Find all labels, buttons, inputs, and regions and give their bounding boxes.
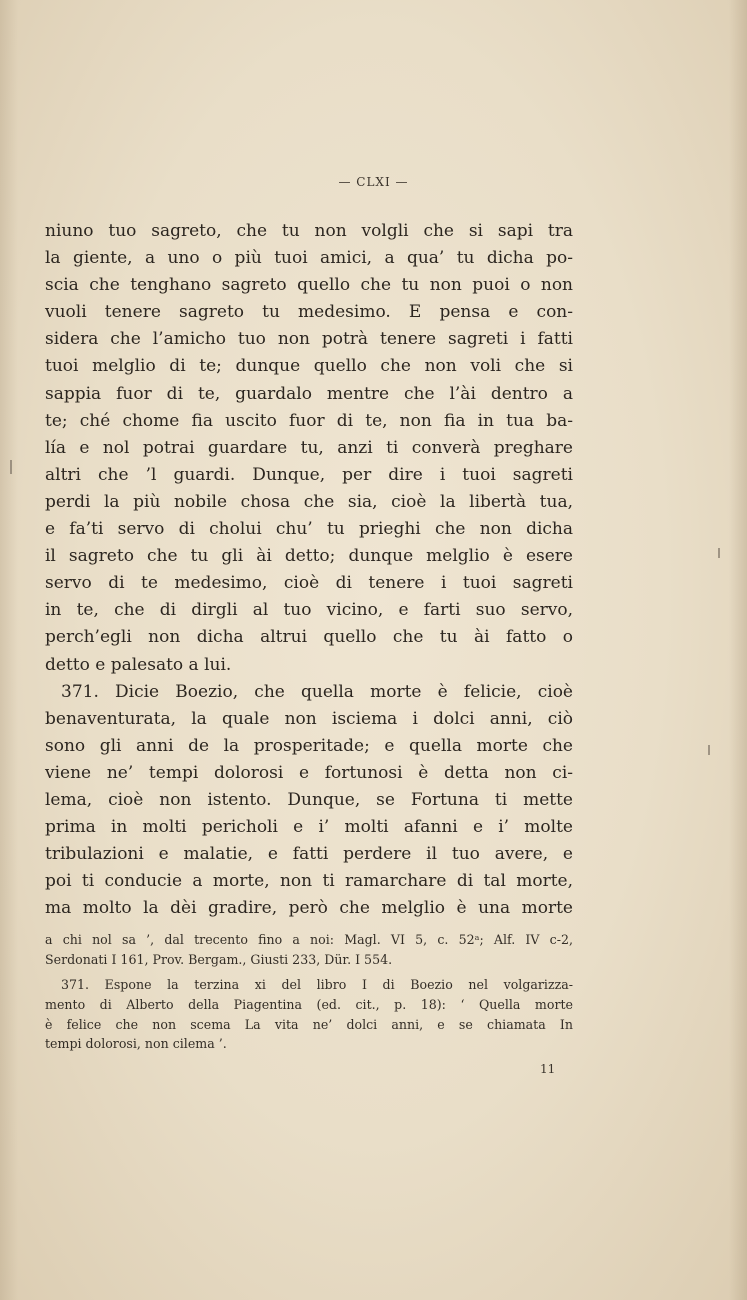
footnote-line: Serdonati I 161, Prov. Bergam., Giusti 233, Dür. I 554.: [45, 951, 393, 967]
text-line: viene ne’ tempi dolorosi e fortunosi è detta non ci-: [45, 762, 573, 783]
footnote-line: 371. Espone la terzina xi del libro I di Boezio nel volgarizza-: [61, 977, 573, 993]
text-line: il sagreto che tu gli ài detto; dunque melglio è esere: [45, 546, 573, 567]
left-edge-shadow: [0, 0, 18, 1300]
margin-mark: [708, 745, 710, 755]
text-line: benaventurata, la quale non isciema i dolci anni, ciò: [45, 708, 573, 729]
footnote-line: mento di Alberto della Piagentina (ed. cit., p. 18): ‘ Quella morte: [45, 997, 573, 1013]
text-line: ma molto la dèi gradire, però che melglio è una morte: [45, 898, 573, 919]
text-line: perch’egli non dicha altrui quello che tu ài fatto o: [45, 627, 573, 648]
footnote-line: a chi nol sa ’, dal trecento fino a noi: Magl. VI 5, c. 52ᵃ; Alf. IV c-2,: [45, 932, 573, 947]
text-line: la giente, a uno o più tuoi amici, a qua’ tu dicha po-: [45, 248, 573, 269]
text-line: 371. Dicie Boezio, che quella morte è felicie, cioè: [61, 681, 573, 702]
text-line: tribulazioni e malatie, e fatti perdere il tuo avere, e: [45, 844, 573, 865]
right-edge-shadow: [729, 0, 747, 1300]
margin-mark: [10, 460, 12, 474]
text-line: te; ché chome fia uscito fuor di te, non fia in tua ba-: [45, 410, 573, 431]
text-line: detto e palesato a lui.: [45, 654, 232, 675]
text-line: poi ti conducie a morte, non ti ramarchare di tal morte,: [45, 871, 573, 892]
text-line: lema, cioè non istento. Dunque, se Fortuna ti mette: [45, 789, 573, 810]
text-line: in te, che di dirgli al tuo vicino, e farti suo servo,: [45, 600, 573, 621]
text-line: perdi la più nobile chosa che sia, cioè la libertà tua,: [45, 491, 573, 512]
text-line: sappia fuor di te, guardalo mentre che l’ài dentro a: [45, 383, 573, 404]
text-line: e fa’ti servo di cholui chu’ tu prieghi che non dicha: [45, 519, 573, 540]
text-line: sono gli anni de la prosperitade; e quella morte che: [45, 735, 573, 756]
footnotes: [45, 930, 573, 1054]
running-head: — CLXI —: [338, 175, 409, 189]
text-line: servo di te medesimo, cioè di tenere i tuoi sagreti: [45, 573, 573, 594]
page-number: 11: [540, 1062, 556, 1076]
margin-mark: [718, 548, 720, 558]
text-line: sidera che l’amicho tuo non potrà tenere sagreti i fatti: [45, 329, 573, 350]
text-line: vuoli tenere sagreto tu medesimo. E pensa e con-: [45, 302, 573, 323]
text-line: niuno tuo sagreto, che tu non volgli che si sapi tra: [45, 221, 573, 241]
footnote-line: tempi dolorosi, non cilema ’.: [45, 1036, 227, 1052]
text-line: prima in molti pericholi e i’ molti afanni e i’ molte: [45, 817, 573, 838]
text-line: tuoi melglio di te; dunque quello che non voli che si: [45, 356, 573, 377]
text-line: lía e nol potrai guardare tu, anzi ti converà preghare: [45, 437, 573, 458]
main-text: [45, 218, 573, 922]
text-line: altri che ’l guardi. Dunque, per dire i tuoi sagreti: [45, 464, 573, 485]
footnote-line: è felice che non scema La vita ne’ dolci anni, e se chiamata In: [45, 1016, 573, 1032]
text-line: scia che tenghano sagreto quello che tu non puoi o non: [45, 275, 573, 296]
